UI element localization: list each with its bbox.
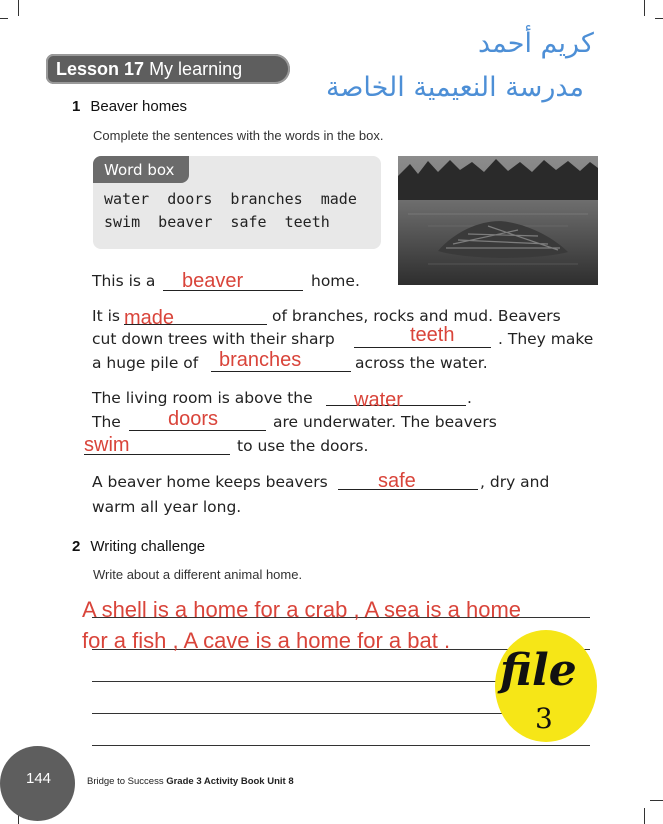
sentence-8-end: , dry and xyxy=(480,473,550,491)
beaver-lodge-photo xyxy=(398,156,598,285)
handwritten-answer-line-2: for a fish , A cave is a home for a bat . xyxy=(82,628,451,653)
crop-mark xyxy=(644,0,645,16)
sentence-4-start: a huge pile of xyxy=(92,354,199,372)
answer-line xyxy=(354,347,491,348)
sentence-3-start: cut down trees with their sharp xyxy=(92,330,335,348)
handwritten-answer-line-1: A shell is a home for a crab , A sea is a home xyxy=(82,597,522,622)
answer-swim: swim xyxy=(84,434,130,456)
crop-mark xyxy=(644,808,645,824)
sentence-6-start: The xyxy=(92,413,121,431)
sentence-9: warm all year long. xyxy=(92,498,242,516)
answer-beaver: beaver xyxy=(182,270,244,292)
file-badge-word: file xyxy=(500,645,577,696)
sentence-8-start: A beaver home keeps beavers xyxy=(92,473,328,491)
school-name: مدرسة النعيمية الخاصة xyxy=(326,72,585,103)
section-1-heading: 1 Beaver homes xyxy=(72,98,188,115)
sentence-6-end: are underwater. The beavers xyxy=(273,413,497,431)
answer-doors: doors xyxy=(168,408,219,430)
sentence-4-end: across the water. xyxy=(355,354,488,372)
word-box-row-1: water doors branches made xyxy=(104,190,357,208)
footer-book-title: Bridge to Success Grade 3 Activity Book Unit 8 xyxy=(87,776,294,787)
sentence-2-end: of branches, rocks and mud. Beavers xyxy=(272,307,561,325)
answer-water: water xyxy=(354,389,403,411)
answer-safe: safe xyxy=(378,470,416,492)
writing-line xyxy=(92,745,590,746)
section-2-instruction: Write about a different animal home. xyxy=(93,567,303,582)
answer-branches: branches xyxy=(219,349,302,371)
word-box-row-2: swim beaver safe teeth xyxy=(104,213,330,231)
answer-made: made xyxy=(124,307,175,329)
sentence-5-start: The living room is above the xyxy=(92,389,313,407)
word-box-title: Word box xyxy=(104,161,175,179)
sentence-5-end: . xyxy=(467,389,472,407)
answer-teeth: teeth xyxy=(410,324,455,346)
crop-mark xyxy=(0,18,8,19)
crop-mark xyxy=(650,800,663,801)
sentence-1-start: This is a xyxy=(92,272,156,290)
page-number: 144 xyxy=(26,770,52,787)
sentence-2-start: It is xyxy=(92,307,120,325)
section-2-heading: 2 Writing challenge xyxy=(72,538,206,555)
sentence-7-end: to use the doors. xyxy=(237,437,369,455)
sentence-1-end: home. xyxy=(311,272,360,290)
file-badge-number: 3 xyxy=(535,702,553,735)
lesson-title: Lesson 17 My learning xyxy=(56,59,243,79)
student-name: كريم أحمد xyxy=(478,28,594,59)
crop-mark xyxy=(655,18,663,19)
crop-mark xyxy=(18,0,19,16)
sentence-3-end: . They make xyxy=(498,330,594,348)
section-1-instruction: Complete the sentences with the words in the box. xyxy=(93,128,384,143)
